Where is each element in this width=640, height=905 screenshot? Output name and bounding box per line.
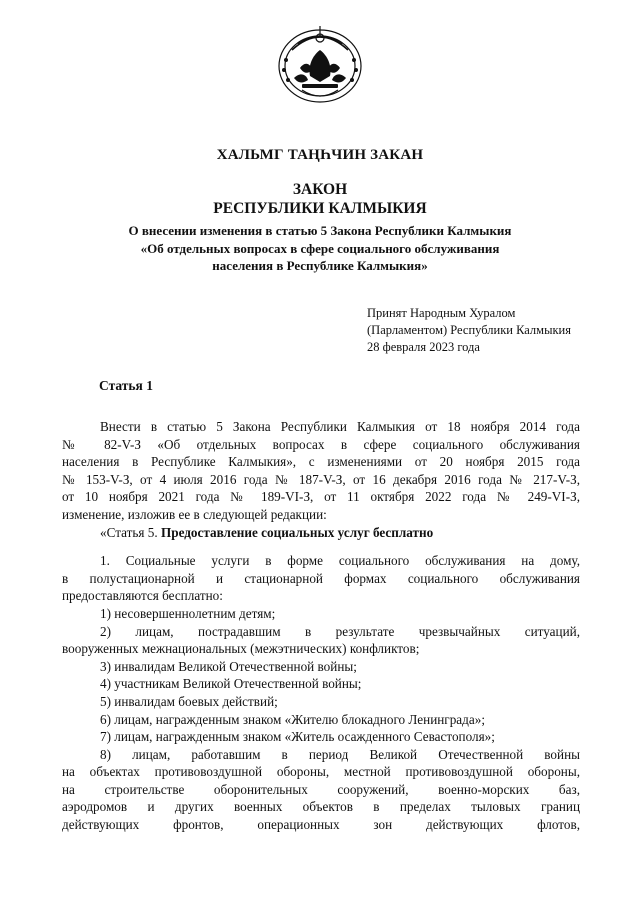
- law-title-line-2: РЕСПУБЛИКИ КАЛМЫКИЯ: [213, 200, 427, 217]
- subitem-3: 3) инвалидам Великой Отечественной войны;: [100, 658, 357, 674]
- intro-line: изменение, изложив ее в следующей редакции:: [62, 506, 327, 522]
- article-body: [62, 418, 580, 834]
- intro-line: от 10 ноября 2021 года № 189-VI-З, от 11 октября 2022 года № 249-VI-З,: [62, 489, 580, 505]
- adoption-note: [367, 305, 571, 356]
- subject-line-2: «Об отдельных вопросах в сфере социального обслуживания: [140, 240, 500, 256]
- intro-line: населения в Республике Калмыкия», с изменениями от 20 ноября 2015 года: [62, 454, 580, 470]
- intro-line: Внести в статью 5 Закона Республики Калмыкия от 18 ноября 2014 года: [100, 419, 580, 434]
- subitem-7: 7) лицам, награжденным знаком «Житель осажденного Севастополя»;: [100, 729, 495, 745]
- law-subject: [0, 222, 640, 275]
- quoted-article-heading: [62, 524, 580, 542]
- subitem-8-line: действующих фронтов, операционных зон действующих флотов,: [62, 817, 580, 833]
- subitem-8-line: 8) лицам, работавшим в период Великой Отечественной войны: [100, 746, 580, 762]
- subitem-4: 4) участникам Великой Отечественной войны;: [100, 676, 362, 692]
- subitem-2-line: 2) лицам, пострадавшим в результате чрезвычайных ситуаций,: [100, 623, 580, 639]
- subject-line-1: О внесении изменения в статью 5 Закона Республики Калмыкия: [128, 223, 512, 238]
- item-1-line: предоставляются бесплатно:: [62, 588, 223, 604]
- adoption-line-1: Принят Народным Хуралом: [367, 306, 516, 320]
- article-title: Статья 1: [99, 378, 153, 393]
- intro-line: № 82-V-З «Об отдельных вопросах в сфере социального обслуживания: [62, 436, 580, 452]
- quote-heading: Предоставление социальных услуг бесплатно: [160, 524, 434, 540]
- subitem-8-line: аэродромов и других военных объектов в пределах тыловых границ: [62, 799, 580, 815]
- item-1-line: в полустационарной и стационарной формах социального обслуживания: [62, 570, 580, 586]
- law-title: [0, 180, 640, 218]
- subitem-6: 6) лицам, награжденным знаком «Жителю блокадного Ленинграда»;: [100, 711, 485, 727]
- subitem-1: 1) несовершеннолетним детям;: [100, 605, 276, 621]
- kalmyk-law-title: ХАЛЬМГ ТАҢҺЧИН ЗАКАН: [216, 147, 424, 163]
- adoption-line-2: (Парламентом) Республики Калмыкия: [367, 323, 571, 337]
- subject-line-3: населения в Республике Калмыкия»: [212, 258, 428, 273]
- subitem-8-line: на объектах противовоздушной обороны, местной противовоздушной обороны,: [62, 764, 580, 780]
- subitem-8-line: на строительстве оборонительных сооружений, военно-морских баз,: [62, 781, 580, 797]
- law-title-line-1: ЗАКОН: [292, 181, 348, 198]
- intro-line: № 153-V-З, от 4 июля 2016 года № 187-V-З, от 16 декабря 2016 года № 217-V-З,: [62, 471, 580, 487]
- item-1-line: 1. Социальные услуги в форме социального обслуживания на дому,: [100, 553, 580, 569]
- quote-prefix: «Статья 5.: [100, 524, 161, 540]
- subitem-5: 5) инвалидам боевых действий;: [100, 693, 278, 709]
- adoption-date: 28 февраля 2023 года: [367, 340, 480, 354]
- subitem-2-line: вооруженных межнациональных (межэтнических) конфликтов;: [62, 641, 420, 657]
- kalmykia-coat-of-arms-icon: [272, 20, 368, 108]
